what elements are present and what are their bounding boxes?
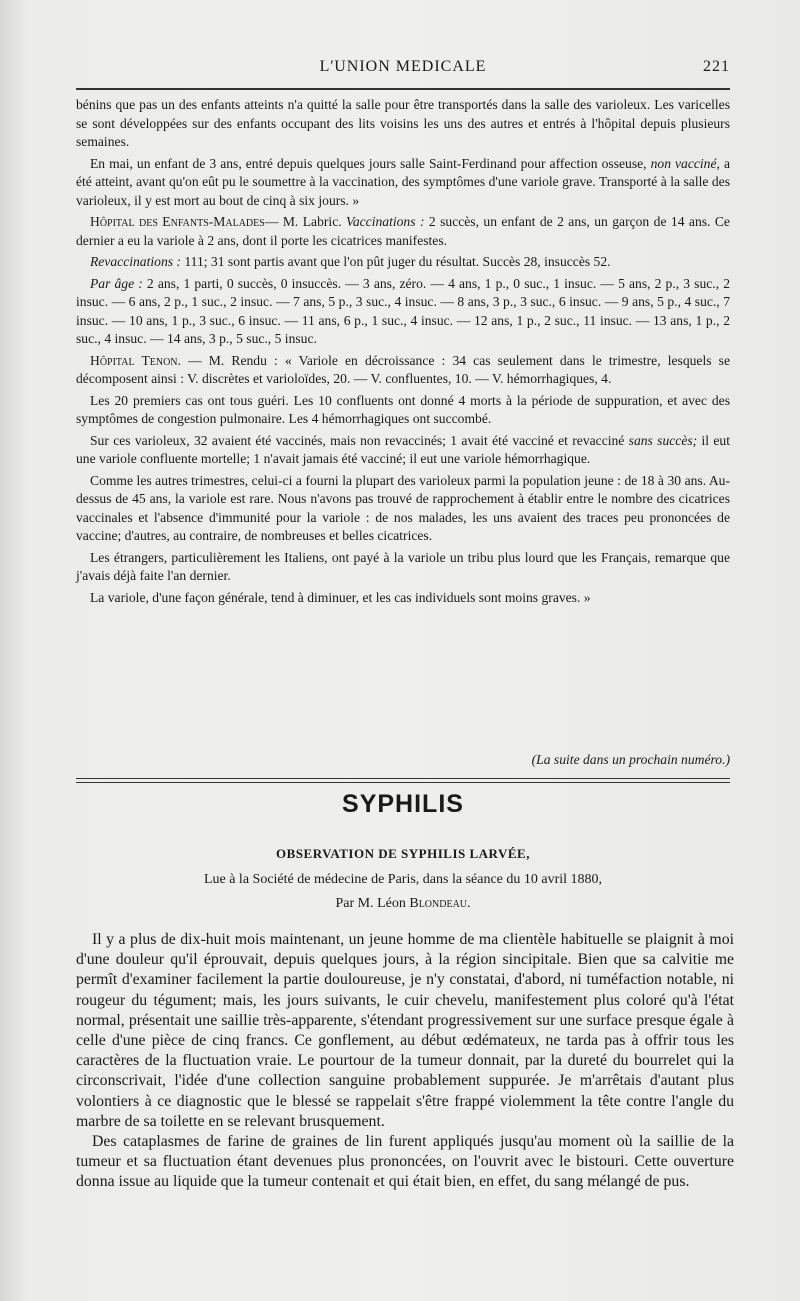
paragraph: bénins que pas un des enfants atteints n'a quitté la salle pour être transportés dans la salle des varioleux. Les varicelles se sont développées sur des enfants occupant des lits voisins les uns des autres et entrés à l'hôpital depuis plusieurs semaines. [76, 97, 730, 149]
section-rule-bottom [76, 782, 730, 783]
paragraph [76, 352, 730, 389]
article-subtitle: Lue à la Société de médecine de Paris, dans la séance du 10 avril 1880, [203, 872, 603, 887]
italic-run: sans succès; [628, 432, 698, 448]
article-author [76, 896, 730, 912]
paragraph: Les étrangers, particulièrement les Italiens, ont payé à la variole un tribu plus lourd que les Français, remarque que j'avais déjà faite l'an dernier. [76, 549, 730, 583]
italic-run: non vacciné, [650, 155, 720, 171]
paragraph [76, 213, 730, 250]
continuation-note: (La suite dans un prochain numéro.) [531, 752, 730, 767]
author-prefix: Par M. Léon [335, 896, 410, 911]
paragraph: Des cataplasmes de farine de graines de lin furent appliqués jusqu'au moment où la saillie de la tumeur et sa fluctuation étant devenues plus prononcées, on l'ouvrit avec le bistouri. Cette ouverture donna issue au liquide que la tumeur contenait et qui était bien, en effet, du sang mélangé de pus. [76, 1133, 734, 1191]
text-run: 2 ans, 1 parti, 0 succès, 0 insuccès. — 3 ans, zéro. — 4 ans, 1 p., 0 suc., 1 insuc. — 5 ans, 2 p., 3 suc., 2 insuc. — 6 ans, 2 p., 1 suc., 2 insuc. — 7 ans, 5 p., 3 suc., 4 insuc. — 8 ans, 3 p., 3 suc., 6 insuc. — 9 ans, 5 p., 4 suc., 7 insuc. — 10 ans, 1 p., 3 suc., 6 insuc. — 11 ans, 6 p., 1 suc., 4 insuc. — 12 ans, 1 p., 2 suc., 11 insuc. — 13 ans, 1 p., 2 suc., 4 insuc. — 14 ans, 3 p., 5 suc., 5 insuc. [76, 275, 731, 346]
journal-title: L'UNION MEDICALE [319, 58, 487, 75]
paragraph: Comme les autres trimestres, celui-ci a fourni la plupart des varioleux parmi la population jeune : de 18 à 30 ans. Au-dessus de 45 ans, la variole est rare. Nous n'avons pas trouvé de rapprochement à établir entre le nombre des cicatrices vaccinales et l'absence d'immunité pour la variole : de nos malades, les uns avaient des traces peu prononcées de vaccine; d'autres, au contraire, de nombreuses et belles cicatrices. [76, 472, 730, 543]
article-title: OBSERVATION DE SYPHILIS LARVÉE, [276, 846, 530, 861]
paragraph [76, 253, 730, 272]
paragraph [76, 275, 730, 349]
text-run: — M. Labric. [264, 214, 347, 229]
italic-run: Par âge : [90, 275, 143, 291]
article-body [76, 930, 734, 1193]
italic-run: Revaccinations : [90, 254, 181, 269]
section-title: SYPHILIS [342, 790, 464, 818]
paragraph [76, 155, 730, 211]
hospital-name: Hôpital Tenon. [90, 352, 181, 368]
text-run: — M. Rendu : « Variole en décroissance : 34 cas seulement dans le trimestre, lesquels se décomposent ainsi : V. discrètes et varioloïdes, 20. — V. confluentes, 10. — V. hémorrhagiques, 4. [76, 352, 730, 386]
text-run: En mai, un enfant de 3 ans, entré depuis quelques jours salle Saint-Ferdinand pour affection osseuse, [90, 155, 651, 171]
author-name: Blondeau. [409, 896, 471, 911]
paragraph: Il y a plus de dix-huit mois maintenant, un jeune homme de ma clientèle habituelle se plaignit à moi d'une douleur qu'il éprouvait, depuis quelques jours, à la région sincipitale. Bien que sa calvitie me permît d'examiner facilement la partie douloureuse, je n'y constatai, d'abord, ni tuméfaction notable, ni rougeur du tégument; mais, les jours suivants, le cuir chevelu, manifestement plus coloré qu'à l'état normal, présentait une saillie très-apparente, s'étendant progressivement sur une surface presque égale à celle d'une pièce de cinq francs. Ce gonflement, au début œdémateux, ne tarda pas à offrir tous les caractères de la fluctuation vraie. Le pourtour de la tumeur donnait, par la dureté du bourrelet qui la circonscrivait, l'idée d'une collection sanguine probablement suppurée. Je m'arrêtais d'autant plus volontiers à ce diagnostic que le blessé se rappelait s'être frappé violemment la tête contre l'angle du marbre de sa toilette en se relevant brusquement. [76, 931, 734, 1130]
text-run: 111; 31 sont partis avant que l'on pût juger du résultat. Succès 28, insuccès 52. [180, 254, 611, 269]
text-run: 2 succès, un enfant de 2 ans, un garçon de 14 ans. Ce dernier a eu la variole à 2 ans, dont il porte les cicatrices manifestes. [76, 214, 730, 248]
text-run: a été atteint, avant qu'on eût pu le soumettre à la vaccination, des symptômes d'une variole grave. Transporté à la salle des varioleux, il y est mort au bout de cinq à six jours. » [76, 155, 730, 208]
text-run: il eut une variole confluente mortelle; 1 n'avait jamais été vacciné; il eut une variole hémorrhagique. [76, 432, 730, 466]
hospital-name: Hôpital des Enfants-Malades [90, 214, 265, 229]
section-rule-top [76, 778, 730, 779]
italic-run: Vaccinations : [346, 214, 425, 229]
report-continuation [76, 96, 730, 610]
header-rule [76, 88, 730, 90]
paragraph [76, 432, 730, 469]
page-number: 221 [703, 58, 730, 75]
text-run: Sur ces varioleux, 32 avaient été vaccinés, mais non revaccinés; 1 avait été vacciné et revacciné [90, 432, 629, 448]
paragraph: La variole, d'une façon générale, tend à diminuer, et les cas individuels sont moins graves. » [90, 589, 591, 605]
running-header [76, 58, 730, 84]
paragraph: Les 20 premiers cas ont tous guéri. Les 10 confluents ont donné 4 morts à la période de suppuration, et avec des symptômes de congestion pulmonaire. Les 4 hémorrhagiques ont succombé. [76, 392, 730, 426]
